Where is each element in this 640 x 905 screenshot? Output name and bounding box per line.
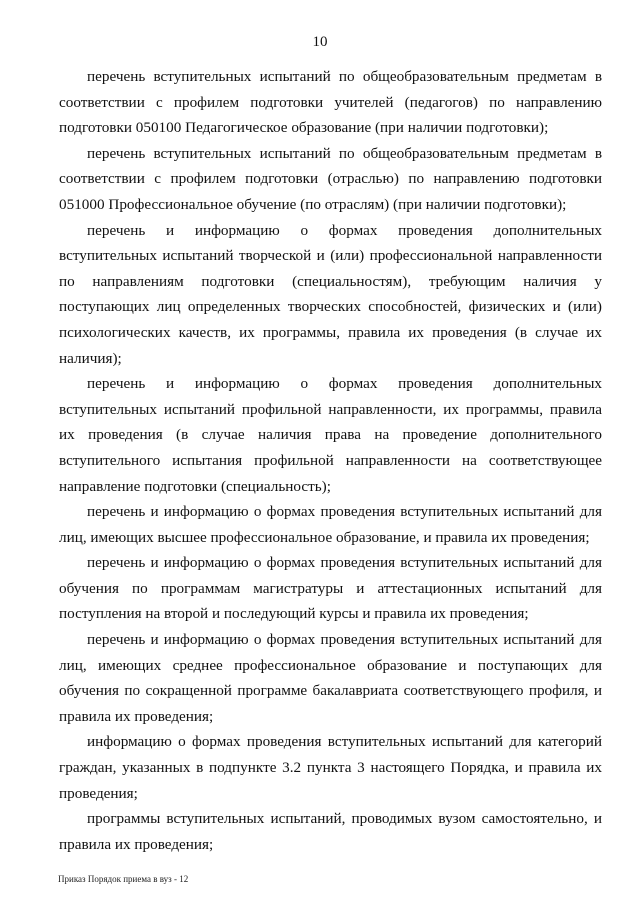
paragraph: перечень и информацию о формах проведения дополнительных вступительных испытаний профильной направленности, их программы, правила их проведения (в случае наличия права на проведение дополнительного вступительного испытания профильной направленности на соответствующее направление подготовки (специальность); xyxy=(59,375,602,495)
paragraph: перечень вступительных испытаний по общеобразовательным предметам в соответствии с профилем подготовки учителей (педагогов) по направлению подготовки 050100 Педагогическое образование (при наличии подготовки); xyxy=(59,68,602,137)
paragraph: программы вступительных испытаний, проводимых вузом самостоятельно, и правила их проведения; xyxy=(59,810,602,853)
paragraph: перечень и информацию о формах проведения дополнительных вступительных испытаний творческой и (или) профессиональной направленности по направлениям подготовки (специальностям), требующим наличия у поступающих лиц определенных творческих способностей, физических и (или) психологических качеств, их программы, правила их проведения (в случае их наличия); xyxy=(59,221,602,367)
paragraph: перечень и информацию о формах проведения вступительных испытаний для лиц, имеющих высшее профессиональное образование, и правила их проведения; xyxy=(59,503,602,546)
page-body xyxy=(59,64,602,857)
paragraph: перечень вступительных испытаний по общеобразовательным предметам в соответствии с профилем подготовки (отраслью) по направлению подготовки 051000 Профессиональное обучение (по отраслям) (при наличии подготовки); xyxy=(59,144,602,213)
footer-note: Приказ Порядок приема в вуз - 12 xyxy=(58,874,189,884)
paragraph: перечень и информацию о формах проведения вступительных испытаний для лиц, имеющих среднее профессиональное образование и поступающих для обучения по сокращенной программе бакалавриата соответствующего профиля, и правила их проведения; xyxy=(59,631,602,725)
paragraph: информацию о формах проведения вступительных испытаний для категорий граждан, указанных в подпункте 3.2 пункта 3 настоящего Порядка, и правила их проведения; xyxy=(59,733,602,802)
paragraph: перечень и информацию о формах проведения вступительных испытаний для обучения по программам магистратуры и аттестационных испытаний для поступления на второй и последующий курсы и правила их проведения; xyxy=(59,554,602,623)
page-number: 10 xyxy=(312,34,328,50)
